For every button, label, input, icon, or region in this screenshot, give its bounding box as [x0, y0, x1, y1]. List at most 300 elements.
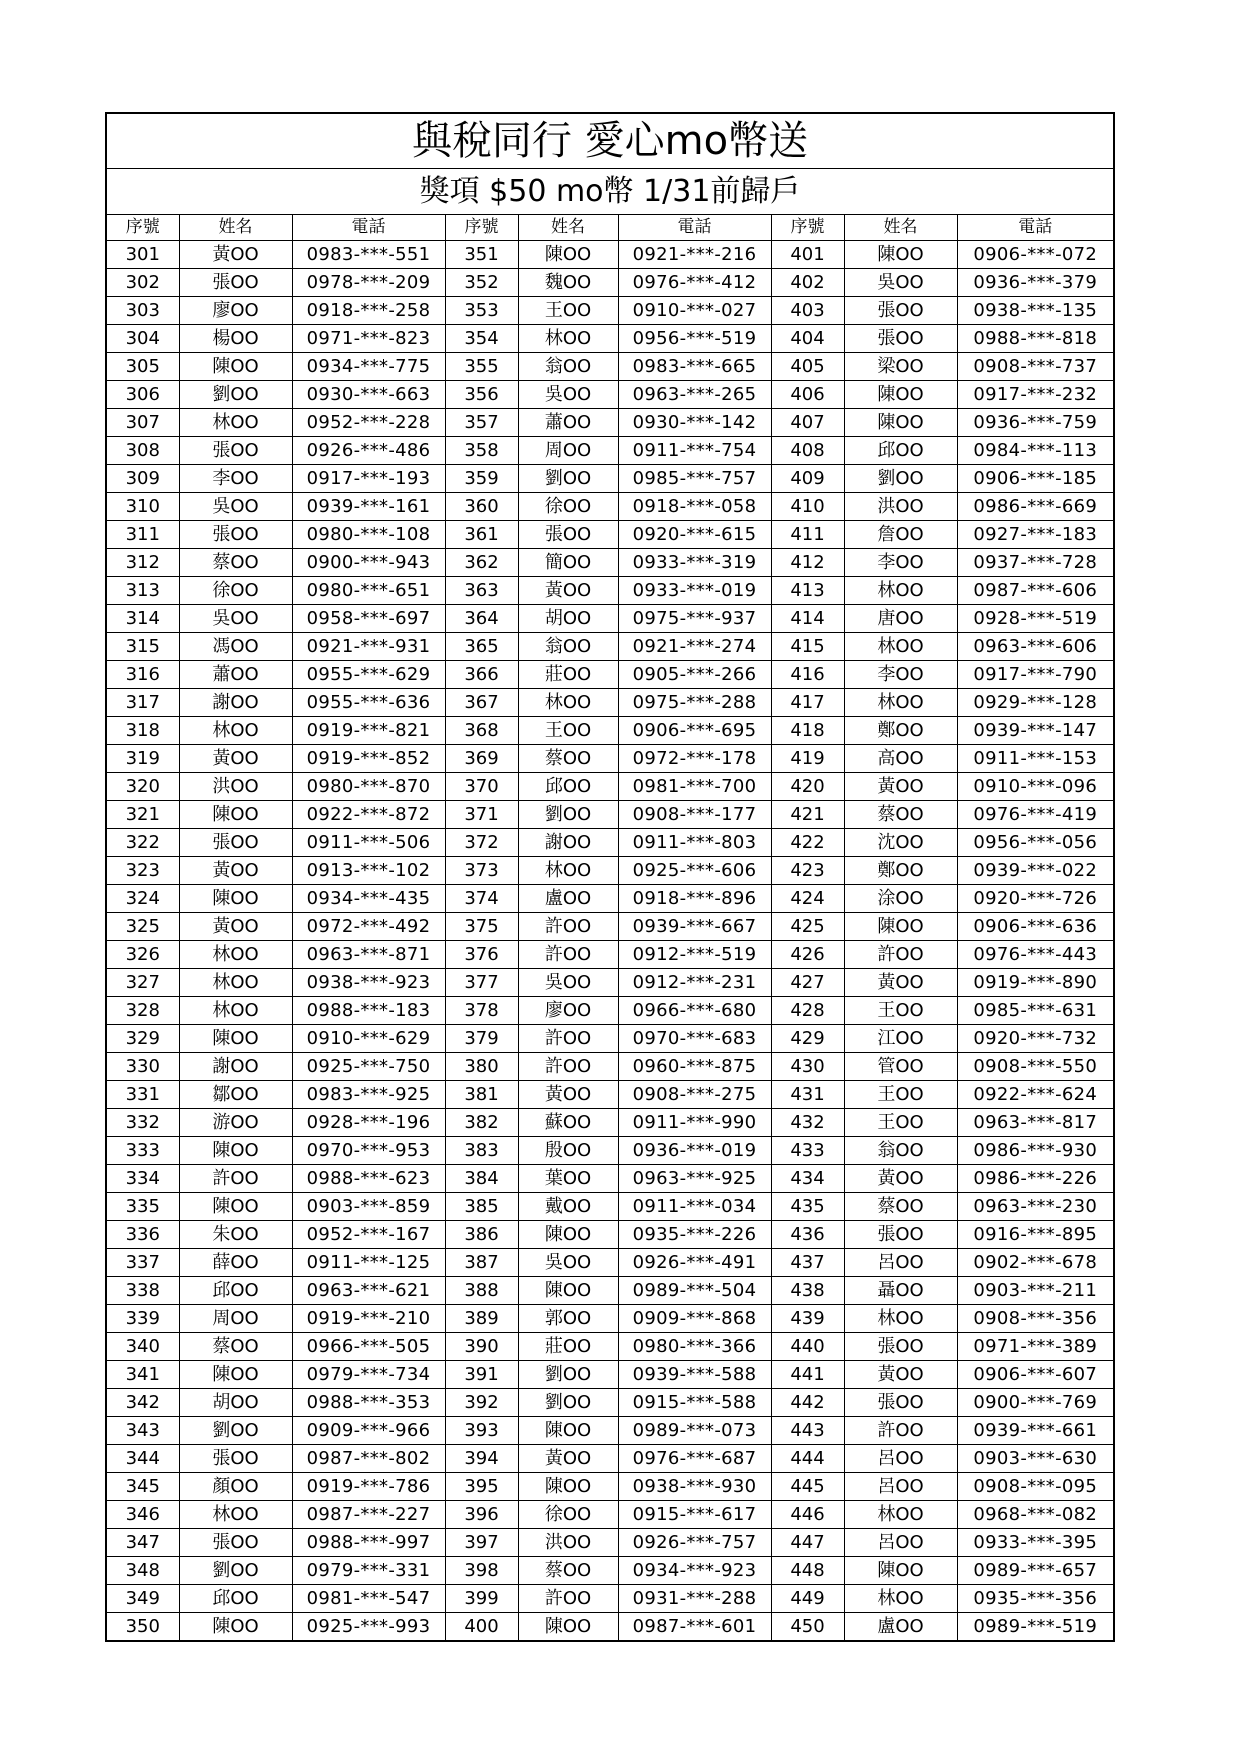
- cell-number: 412: [771, 549, 844, 577]
- cell-name: 陳OO: [844, 241, 957, 269]
- cell-name: 洪OO: [518, 1529, 618, 1557]
- cell-number: 428: [771, 997, 844, 1025]
- cell-number: 315: [106, 633, 179, 661]
- cell-phone: 0986-***-226: [957, 1165, 1114, 1193]
- cell-phone: 0906-***-695: [618, 717, 771, 745]
- cell-phone: 0989-***-504: [618, 1277, 771, 1305]
- cell-name: 陳OO: [179, 353, 292, 381]
- cell-name: 林OO: [518, 857, 618, 885]
- column-header-name: 姓名: [844, 215, 957, 241]
- cell-number: 396: [445, 1501, 518, 1529]
- table-row: [106, 717, 1114, 745]
- cell-number: 383: [445, 1137, 518, 1165]
- cell-number: 402: [771, 269, 844, 297]
- cell-number: 370: [445, 773, 518, 801]
- cell-phone: 0989-***-657: [957, 1557, 1114, 1585]
- cell-number: 330: [106, 1053, 179, 1081]
- cell-name: 張OO: [179, 521, 292, 549]
- cell-phone: 0986-***-669: [957, 493, 1114, 521]
- table-row: [106, 1109, 1114, 1137]
- cell-number: 441: [771, 1361, 844, 1389]
- cell-number: 371: [445, 801, 518, 829]
- cell-name: 盧OO: [518, 885, 618, 913]
- cell-name: 黃OO: [518, 1081, 618, 1109]
- cell-number: 375: [445, 913, 518, 941]
- cell-number: 403: [771, 297, 844, 325]
- table-row: [106, 409, 1114, 437]
- cell-number: 316: [106, 661, 179, 689]
- cell-number: 374: [445, 885, 518, 913]
- table-row: [106, 997, 1114, 1025]
- cell-number: 336: [106, 1221, 179, 1249]
- cell-name: 張OO: [179, 437, 292, 465]
- cell-phone: 0938-***-923: [292, 969, 445, 997]
- cell-phone: 0976-***-443: [957, 941, 1114, 969]
- cell-name: 黃OO: [179, 745, 292, 773]
- cell-phone: 0956-***-056: [957, 829, 1114, 857]
- cell-name: 林OO: [844, 633, 957, 661]
- cell-number: 382: [445, 1109, 518, 1137]
- cell-phone: 0911-***-990: [618, 1109, 771, 1137]
- cell-number: 401: [771, 241, 844, 269]
- cell-number: 361: [445, 521, 518, 549]
- cell-phone: 0988-***-818: [957, 325, 1114, 353]
- cell-name: 林OO: [179, 969, 292, 997]
- cell-number: 326: [106, 941, 179, 969]
- cell-name: 邱OO: [844, 437, 957, 465]
- cell-name: 陳OO: [518, 1613, 618, 1642]
- cell-name: 王OO: [518, 297, 618, 325]
- table-row: [106, 1277, 1114, 1305]
- cell-name: 張OO: [179, 269, 292, 297]
- cell-number: 407: [771, 409, 844, 437]
- cell-phone: 0913-***-102: [292, 857, 445, 885]
- cell-number: 438: [771, 1277, 844, 1305]
- cell-phone: 0985-***-631: [957, 997, 1114, 1025]
- cell-number: 445: [771, 1473, 844, 1501]
- cell-phone: 0919-***-210: [292, 1305, 445, 1333]
- cell-name: 林OO: [179, 997, 292, 1025]
- cell-name: 涂OO: [844, 885, 957, 913]
- table-row: [106, 465, 1114, 493]
- cell-name: 洪OO: [844, 493, 957, 521]
- table-row: [106, 1361, 1114, 1389]
- cell-phone: 0956-***-519: [618, 325, 771, 353]
- cell-name: 許OO: [844, 941, 957, 969]
- cell-phone: 0906-***-636: [957, 913, 1114, 941]
- cell-phone: 0935-***-226: [618, 1221, 771, 1249]
- cell-phone: 0911-***-506: [292, 829, 445, 857]
- cell-number: 397: [445, 1529, 518, 1557]
- cell-name: 黃OO: [179, 241, 292, 269]
- cell-phone: 0963-***-925: [618, 1165, 771, 1193]
- cell-phone: 0939-***-161: [292, 493, 445, 521]
- cell-phone: 0902-***-678: [957, 1249, 1114, 1277]
- table-row: [106, 1613, 1114, 1642]
- table-row: [106, 605, 1114, 633]
- cell-phone: 0909-***-966: [292, 1417, 445, 1445]
- cell-number: 419: [771, 745, 844, 773]
- cell-number: 443: [771, 1417, 844, 1445]
- cell-phone: 0983-***-551: [292, 241, 445, 269]
- cell-name: 徐OO: [518, 493, 618, 521]
- cell-phone: 0926-***-486: [292, 437, 445, 465]
- cell-number: 377: [445, 969, 518, 997]
- table-row: [106, 269, 1114, 297]
- cell-number: 431: [771, 1081, 844, 1109]
- table-row: [106, 1445, 1114, 1473]
- cell-name: 劉OO: [844, 465, 957, 493]
- cell-phone: 0966-***-505: [292, 1333, 445, 1361]
- cell-name: 劉OO: [179, 1417, 292, 1445]
- cell-number: 450: [771, 1613, 844, 1642]
- cell-name: 劉OO: [518, 465, 618, 493]
- cell-number: 413: [771, 577, 844, 605]
- cell-name: 謝OO: [179, 689, 292, 717]
- cell-number: 390: [445, 1333, 518, 1361]
- cell-number: 398: [445, 1557, 518, 1585]
- cell-name: 陳OO: [518, 1221, 618, 1249]
- cell-name: 張OO: [844, 1221, 957, 1249]
- cell-name: 黃OO: [844, 1165, 957, 1193]
- cell-number: 394: [445, 1445, 518, 1473]
- cell-phone: 0970-***-953: [292, 1137, 445, 1165]
- cell-number: 405: [771, 353, 844, 381]
- cell-number: 318: [106, 717, 179, 745]
- cell-name: 殷OO: [518, 1137, 618, 1165]
- cell-phone: 0908-***-356: [957, 1305, 1114, 1333]
- cell-phone: 0939-***-661: [957, 1417, 1114, 1445]
- cell-number: 329: [106, 1025, 179, 1053]
- cell-number: 323: [106, 857, 179, 885]
- cell-name: 莊OO: [518, 1333, 618, 1361]
- table-row: [106, 913, 1114, 941]
- cell-phone: 0925-***-750: [292, 1053, 445, 1081]
- cell-phone: 0976-***-419: [957, 801, 1114, 829]
- cell-number: 425: [771, 913, 844, 941]
- cell-phone: 0988-***-997: [292, 1529, 445, 1557]
- cell-name: 蔡OO: [518, 1557, 618, 1585]
- cell-name: 蔡OO: [844, 801, 957, 829]
- cell-name: 蔡OO: [844, 1193, 957, 1221]
- cell-phone: 0918-***-896: [618, 885, 771, 913]
- cell-phone: 0934-***-923: [618, 1557, 771, 1585]
- cell-phone: 0955-***-636: [292, 689, 445, 717]
- cell-number: 348: [106, 1557, 179, 1585]
- cell-name: 吳OO: [179, 605, 292, 633]
- cell-phone: 0917-***-232: [957, 381, 1114, 409]
- cell-phone: 0933-***-395: [957, 1529, 1114, 1557]
- table-row: [106, 745, 1114, 773]
- cell-name: 廖OO: [518, 997, 618, 1025]
- cell-number: 436: [771, 1221, 844, 1249]
- cell-name: 呂OO: [844, 1249, 957, 1277]
- cell-name: 陳OO: [518, 1473, 618, 1501]
- cell-phone: 0922-***-872: [292, 801, 445, 829]
- cell-name: 張OO: [844, 325, 957, 353]
- cell-number: 365: [445, 633, 518, 661]
- cell-phone: 0918-***-258: [292, 297, 445, 325]
- cell-name: 李OO: [844, 661, 957, 689]
- table-row: [106, 577, 1114, 605]
- cell-number: 325: [106, 913, 179, 941]
- cell-name: 楊OO: [179, 325, 292, 353]
- cell-number: 444: [771, 1445, 844, 1473]
- cell-number: 384: [445, 1165, 518, 1193]
- cell-name: 胡OO: [518, 605, 618, 633]
- cell-name: 李OO: [179, 465, 292, 493]
- cell-name: 張OO: [518, 521, 618, 549]
- cell-phone: 0987-***-606: [957, 577, 1114, 605]
- cell-number: 305: [106, 353, 179, 381]
- cell-phone: 0939-***-588: [618, 1361, 771, 1389]
- cell-phone: 0919-***-890: [957, 969, 1114, 997]
- cell-number: 335: [106, 1193, 179, 1221]
- cell-name: 鄒OO: [179, 1081, 292, 1109]
- page-title: 與稅同行 愛心mo幣送: [106, 113, 1114, 169]
- cell-number: 399: [445, 1585, 518, 1613]
- table-row: [106, 969, 1114, 997]
- table-row: [106, 773, 1114, 801]
- cell-phone: 0975-***-937: [618, 605, 771, 633]
- cell-phone: 0975-***-288: [618, 689, 771, 717]
- cell-phone: 0915-***-617: [618, 1501, 771, 1529]
- cell-name: 陳OO: [179, 885, 292, 913]
- cell-phone: 0968-***-082: [957, 1501, 1114, 1529]
- table-row: [106, 1501, 1114, 1529]
- cell-name: 蕭OO: [518, 409, 618, 437]
- cell-phone: 0938-***-930: [618, 1473, 771, 1501]
- cell-name: 許OO: [179, 1165, 292, 1193]
- cell-phone: 0979-***-331: [292, 1557, 445, 1585]
- cell-phone: 0976-***-687: [618, 1445, 771, 1473]
- cell-number: 317: [106, 689, 179, 717]
- cell-phone: 0987-***-802: [292, 1445, 445, 1473]
- cell-name: 蕭OO: [179, 661, 292, 689]
- cell-name: 劉OO: [179, 381, 292, 409]
- cell-number: 420: [771, 773, 844, 801]
- cell-phone: 0972-***-492: [292, 913, 445, 941]
- cell-number: 386: [445, 1221, 518, 1249]
- cell-phone: 0980-***-366: [618, 1333, 771, 1361]
- cell-number: 311: [106, 521, 179, 549]
- cell-phone: 0966-***-680: [618, 997, 771, 1025]
- table-row: [106, 633, 1114, 661]
- cell-phone: 0920-***-726: [957, 885, 1114, 913]
- cell-name: 沈OO: [844, 829, 957, 857]
- cell-number: 400: [445, 1613, 518, 1642]
- cell-number: 356: [445, 381, 518, 409]
- cell-number: 333: [106, 1137, 179, 1165]
- cell-number: 302: [106, 269, 179, 297]
- cell-number: 324: [106, 885, 179, 913]
- cell-name: 呂OO: [844, 1445, 957, 1473]
- cell-phone: 0911-***-125: [292, 1249, 445, 1277]
- cell-name: 陳OO: [179, 1613, 292, 1642]
- cell-phone: 0903-***-630: [957, 1445, 1114, 1473]
- cell-number: 408: [771, 437, 844, 465]
- cell-number: 379: [445, 1025, 518, 1053]
- cell-name: 黃OO: [844, 969, 957, 997]
- cell-number: 415: [771, 633, 844, 661]
- cell-name: 翁OO: [518, 633, 618, 661]
- column-header-number: 序號: [106, 215, 179, 241]
- cell-number: 416: [771, 661, 844, 689]
- cell-number: 319: [106, 745, 179, 773]
- cell-number: 306: [106, 381, 179, 409]
- cell-number: 387: [445, 1249, 518, 1277]
- cell-phone: 0936-***-019: [618, 1137, 771, 1165]
- cell-name: 蘇OO: [518, 1109, 618, 1137]
- cell-phone: 0939-***-667: [618, 913, 771, 941]
- table-row: [106, 549, 1114, 577]
- cell-number: 446: [771, 1501, 844, 1529]
- cell-name: 劉OO: [179, 1557, 292, 1585]
- cell-number: 360: [445, 493, 518, 521]
- cell-phone: 0936-***-759: [957, 409, 1114, 437]
- cell-phone: 0908-***-095: [957, 1473, 1114, 1501]
- cell-phone: 0988-***-623: [292, 1165, 445, 1193]
- cell-phone: 0970-***-683: [618, 1025, 771, 1053]
- cell-phone: 0963-***-265: [618, 381, 771, 409]
- cell-number: 353: [445, 297, 518, 325]
- cell-name: 黃OO: [518, 1445, 618, 1473]
- cell-name: 王OO: [518, 717, 618, 745]
- table-row: [106, 829, 1114, 857]
- cell-phone: 0926-***-757: [618, 1529, 771, 1557]
- cell-phone: 0919-***-821: [292, 717, 445, 745]
- cell-phone: 0903-***-859: [292, 1193, 445, 1221]
- cell-name: 呂OO: [844, 1529, 957, 1557]
- cell-number: 447: [771, 1529, 844, 1557]
- cell-phone: 0936-***-379: [957, 269, 1114, 297]
- cell-number: 409: [771, 465, 844, 493]
- cell-name: 鄭OO: [844, 717, 957, 745]
- cell-name: 邱OO: [179, 1277, 292, 1305]
- table-row: [106, 353, 1114, 381]
- cell-number: 327: [106, 969, 179, 997]
- cell-number: 312: [106, 549, 179, 577]
- cell-phone: 0915-***-588: [618, 1389, 771, 1417]
- cell-name: 陳OO: [179, 801, 292, 829]
- cell-number: 380: [445, 1053, 518, 1081]
- cell-number: 320: [106, 773, 179, 801]
- cell-number: 366: [445, 661, 518, 689]
- cell-number: 434: [771, 1165, 844, 1193]
- cell-number: 355: [445, 353, 518, 381]
- cell-number: 385: [445, 1193, 518, 1221]
- cell-number: 328: [106, 997, 179, 1025]
- cell-number: 303: [106, 297, 179, 325]
- cell-number: 310: [106, 493, 179, 521]
- table-row: [106, 1165, 1114, 1193]
- column-header-phone: 電話: [957, 215, 1114, 241]
- cell-phone: 0922-***-624: [957, 1081, 1114, 1109]
- cell-phone: 0911-***-153: [957, 745, 1114, 773]
- column-header-number: 序號: [445, 215, 518, 241]
- table-row: [106, 521, 1114, 549]
- cell-phone: 0952-***-167: [292, 1221, 445, 1249]
- cell-number: 449: [771, 1585, 844, 1613]
- cell-phone: 0989-***-519: [957, 1613, 1114, 1642]
- cell-number: 376: [445, 941, 518, 969]
- cell-name: 蔡OO: [179, 1333, 292, 1361]
- cell-phone: 0920-***-615: [618, 521, 771, 549]
- cell-name: 張OO: [844, 1389, 957, 1417]
- cell-name: 蔡OO: [179, 549, 292, 577]
- table-row: [106, 1585, 1114, 1613]
- cell-phone: 0906-***-072: [957, 241, 1114, 269]
- table-body: [106, 241, 1114, 1642]
- cell-name: 林OO: [179, 1501, 292, 1529]
- cell-phone: 0928-***-196: [292, 1109, 445, 1137]
- cell-phone: 0989-***-073: [618, 1417, 771, 1445]
- cell-name: 陳OO: [844, 1557, 957, 1585]
- column-header-name: 姓名: [179, 215, 292, 241]
- cell-number: 308: [106, 437, 179, 465]
- cell-number: 418: [771, 717, 844, 745]
- cell-name: 張OO: [179, 1529, 292, 1557]
- cell-number: 351: [445, 241, 518, 269]
- table-row: [106, 1137, 1114, 1165]
- cell-phone: 0911-***-034: [618, 1193, 771, 1221]
- cell-name: 朱OO: [179, 1221, 292, 1249]
- cell-phone: 0905-***-266: [618, 661, 771, 689]
- cell-phone: 0921-***-274: [618, 633, 771, 661]
- cell-phone: 0911-***-803: [618, 829, 771, 857]
- cell-number: 321: [106, 801, 179, 829]
- cell-phone: 0912-***-231: [618, 969, 771, 997]
- cell-phone: 0925-***-993: [292, 1613, 445, 1642]
- table-row: [106, 941, 1114, 969]
- cell-name: 聶OO: [844, 1277, 957, 1305]
- cell-name: 游OO: [179, 1109, 292, 1137]
- cell-number: 411: [771, 521, 844, 549]
- cell-number: 352: [445, 269, 518, 297]
- cell-name: 張OO: [844, 1333, 957, 1361]
- cell-name: 管OO: [844, 1053, 957, 1081]
- cell-phone: 0963-***-606: [957, 633, 1114, 661]
- cell-number: 378: [445, 997, 518, 1025]
- cell-phone: 0928-***-519: [957, 605, 1114, 633]
- table-row: [106, 1473, 1114, 1501]
- cell-name: 邱OO: [518, 773, 618, 801]
- cell-name: 盧OO: [844, 1613, 957, 1642]
- cell-phone: 0952-***-228: [292, 409, 445, 437]
- cell-name: 戴OO: [518, 1193, 618, 1221]
- cell-number: 373: [445, 857, 518, 885]
- cell-phone: 0912-***-519: [618, 941, 771, 969]
- table-row: [106, 885, 1114, 913]
- cell-name: 徐OO: [179, 577, 292, 605]
- cell-phone: 0971-***-389: [957, 1333, 1114, 1361]
- cell-number: 309: [106, 465, 179, 493]
- cell-name: 張OO: [179, 1445, 292, 1473]
- table-row: [106, 437, 1114, 465]
- cell-number: 346: [106, 1501, 179, 1529]
- cell-phone: 0935-***-356: [957, 1585, 1114, 1613]
- cell-name: 黃OO: [518, 577, 618, 605]
- cell-name: 陳OO: [844, 409, 957, 437]
- table-row: [106, 1557, 1114, 1585]
- cell-name: 唐OO: [844, 605, 957, 633]
- cell-phone: 0987-***-227: [292, 1501, 445, 1529]
- cell-name: 江OO: [844, 1025, 957, 1053]
- table-row: [106, 857, 1114, 885]
- table-row: [106, 801, 1114, 829]
- table-row: [106, 1025, 1114, 1053]
- cell-phone: 0987-***-601: [618, 1613, 771, 1642]
